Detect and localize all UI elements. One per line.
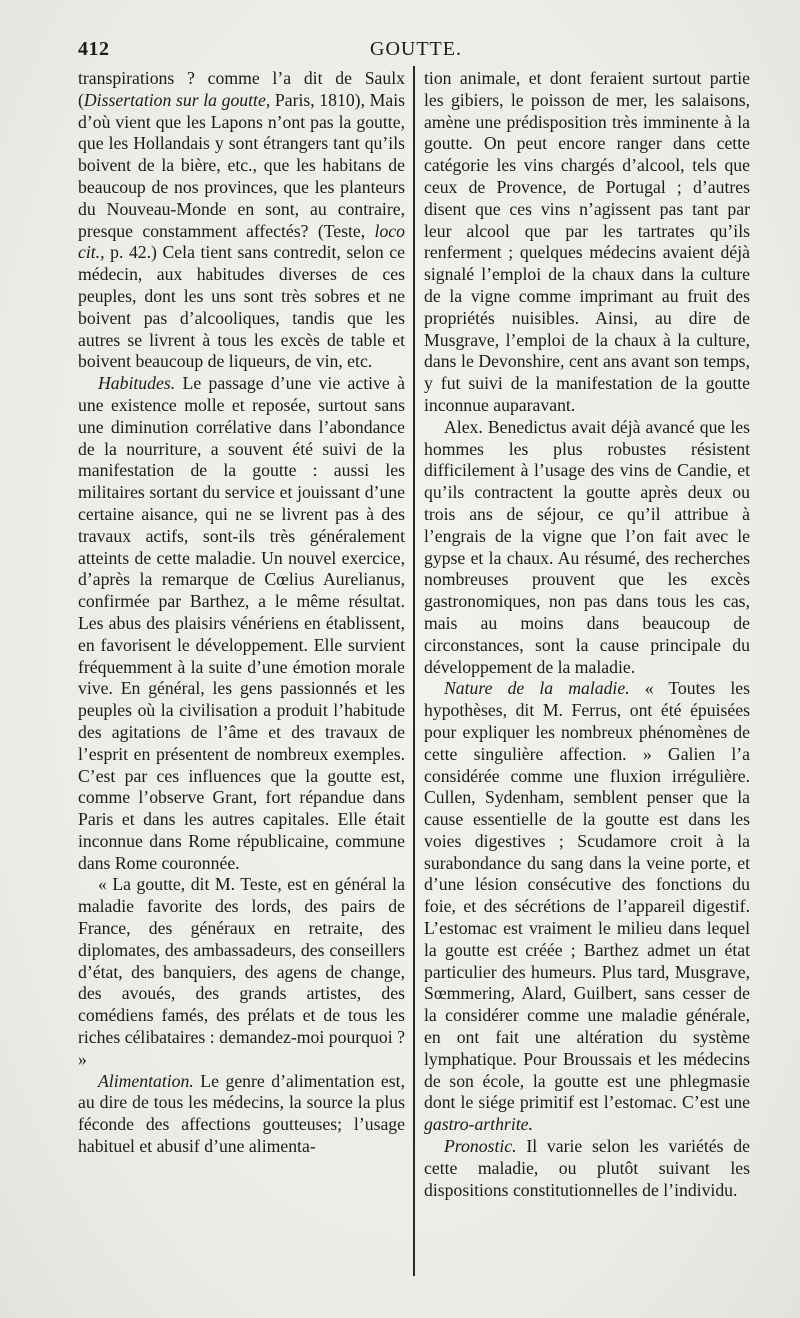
paragraph-right-1 xyxy=(424,68,750,417)
paragraph-left-1 xyxy=(78,68,405,373)
text-segment: « La goutte, dit M. Teste, est en général la maladie favorite des lords, des pairs de France, des généraux en retraite, des diplomates, des ambassadeurs, des conseillers d’état, des banquiers, des agens de change, des avoués, des grands artistes, des comédiens famés, des prélats et de tous les riches célibataires : demandez-moi pourquoi ? » xyxy=(78,874,405,1069)
running-head: GOUTTE. xyxy=(370,38,462,60)
text-segment: tion animale, et dont feraient surtout partie les gibiers, le poisson de mer, les salaisons, amène une prédisposition très imminente à la goutte. On peut encore ranger dans cette catégorie les vins chargés d’alcool, tels que ceux de Provence, de Portugal ; d’autres disent que ces vins n’agissent pas tant par leur alcool que par les tartrates qu’ils renferment ; quelques médecins avaient déjà signalé l’emploi de la chaux dans la culture de la vigne comme imprimant au fruit des propriétés nuisibles. Ainsi, au dire de Musgrave, l’emploi de la chaux à la culture, dans le Devonshire, cent ans avant son temps, y fut suivi de la manifestation de la goutte inconnue auparavant. xyxy=(424,68,750,415)
paragraph-quote-teste xyxy=(78,874,405,1070)
paragraph-nature xyxy=(424,678,750,1136)
paragraph-pronostic xyxy=(424,1136,750,1201)
section-heading-alimentation: Alimentation. xyxy=(98,1070,194,1091)
text-segment: Le passage d’une vie active à une existence molle et reposée, surtout sans une diminution corrélative dans l’abondance de la nourriture, a souvent été suivi de la manifestation de la goutte : aussi les militaires sortant du service et jouissant d’une certaine aisance, qui ne se livrent pas à des travaux actifs, sont-ils très généralement atteints de cette maladie. Un nouvel exercice, d’après la remarque de Cœlius Aurelianus, confirmée par Barthez, a le même résultat. Les abus des plaisirs vénériens en établissent, en favorisent le développement. Elle survient fréquemment à la suite d’une émotion morale vive. En général, les gens passionnés et les peuples où la civilisation a produit l’habitude des agitations de l’âme et des travaux de l’esprit en présentent de nombreux exemples. C’est par ces influences que la goutte est, comme l’observe Grant, fort répandue dans Paris et dans les autres capitales. Elle était inconnue dans Rome républicaine, commune dans Rome couronnée. xyxy=(78,373,405,873)
paragraph-alimentation xyxy=(78,1071,405,1158)
page-number: 412 xyxy=(78,38,110,60)
column-divider xyxy=(413,66,415,1276)
section-heading-habitudes: Habitudes. xyxy=(98,373,176,394)
source-title: Dissertation sur la goutte, xyxy=(83,89,271,110)
paragraph-benedictus xyxy=(424,417,750,679)
text-segment: transpirations ? comme l’a dit de Saulx ( xyxy=(78,68,405,110)
text-segment: Le genre d’alimentation est, au dire de tous les médecins, la source la plus féconde des affections goutteuses; l’usage habituel et abusif d’une alimenta- xyxy=(78,1070,405,1157)
text-segment: p. 42.) Cela tient sans contredit, selon ce médecin, aux habitudes diverses de ces peuples, dont les uns sont très sobres et ne boivent pas d’alcooliques, tandis que les autres se livrent à tous les excès de table et boivent beaucoup de liqueurs, de vin, etc. xyxy=(78,242,405,372)
text-segment: Paris, 1810), Mais d’où vient que les Lapons n’ont pas la goutte, que les Hollandais y sont étrangers tant qu’ils boivent de la bière, etc., que les habitans de beaucoup de nos provinces, que les planteurs du Nouveau-Monde en sont, au contraire, presque constamment affectés? (Teste, xyxy=(78,89,405,241)
text-segment: Alex. Benedictus avait déjà avancé que les hommes les plus robustes résistent difficilement à l’usage des vins de Candie, et qu’ils contractent la goutte après deux ou trois ans de séjour, ce qu’il attribue à l’engrais de la vigne que l’on fait avec le gypse et la chaux. Au résumé, des recherches nombreuses prouvent que les excès gastronomiques, non pas dans tous les cas, mais au moins dans beaucoup de circonstances, sont la cause principale du développement de la maladie. xyxy=(424,416,750,677)
text-segment: Il varie selon les variétés de cette maladie, ou plutôt suivant les dispositions constitutionnelles de l’individu. xyxy=(424,1136,750,1200)
right-column xyxy=(424,68,750,1201)
page-header xyxy=(78,38,750,64)
term-gastro-arthrite: gastro-arthrite. xyxy=(424,1114,533,1135)
paragraph-habitudes xyxy=(78,373,405,874)
section-heading-pronostic: Pronostic. xyxy=(444,1136,517,1157)
left-column xyxy=(78,68,405,1158)
text-segment: « Toutes les hypothèses, dit M. Ferrus, ont été épuisées pour expliquer les nombreux phénomènes de cette singulière affection. » Galien l’a considérée comme une fluxion irrégulière. Cullen, Sydenham, semblent penser que la cause essentielle de la goutte est dans les voies digestives ; Scudamore croit à la surabondance du sang dans la veine porte, et d’une lésion consécutive des fonctions du foie, et des sécrétions de l’appareil digestif. L’estomac est vraiment le milieu dans lequel la goutte est créée ; Barthez admet un état particulier des humeurs. Plus tard, Musgrave, Sœmmering, Alard, Guilbert, sans cesser de la considérer comme une maladie générale, en ont fait une altération du système lymphatique. Pour Broussais et les médecins de son école, la goutte est une phlegmasie dont le siége primitif est l’estomac. C’est une xyxy=(424,678,750,1113)
citation-loco: loco cit., xyxy=(78,220,405,263)
section-heading-nature: Nature de la maladie. xyxy=(444,678,630,699)
